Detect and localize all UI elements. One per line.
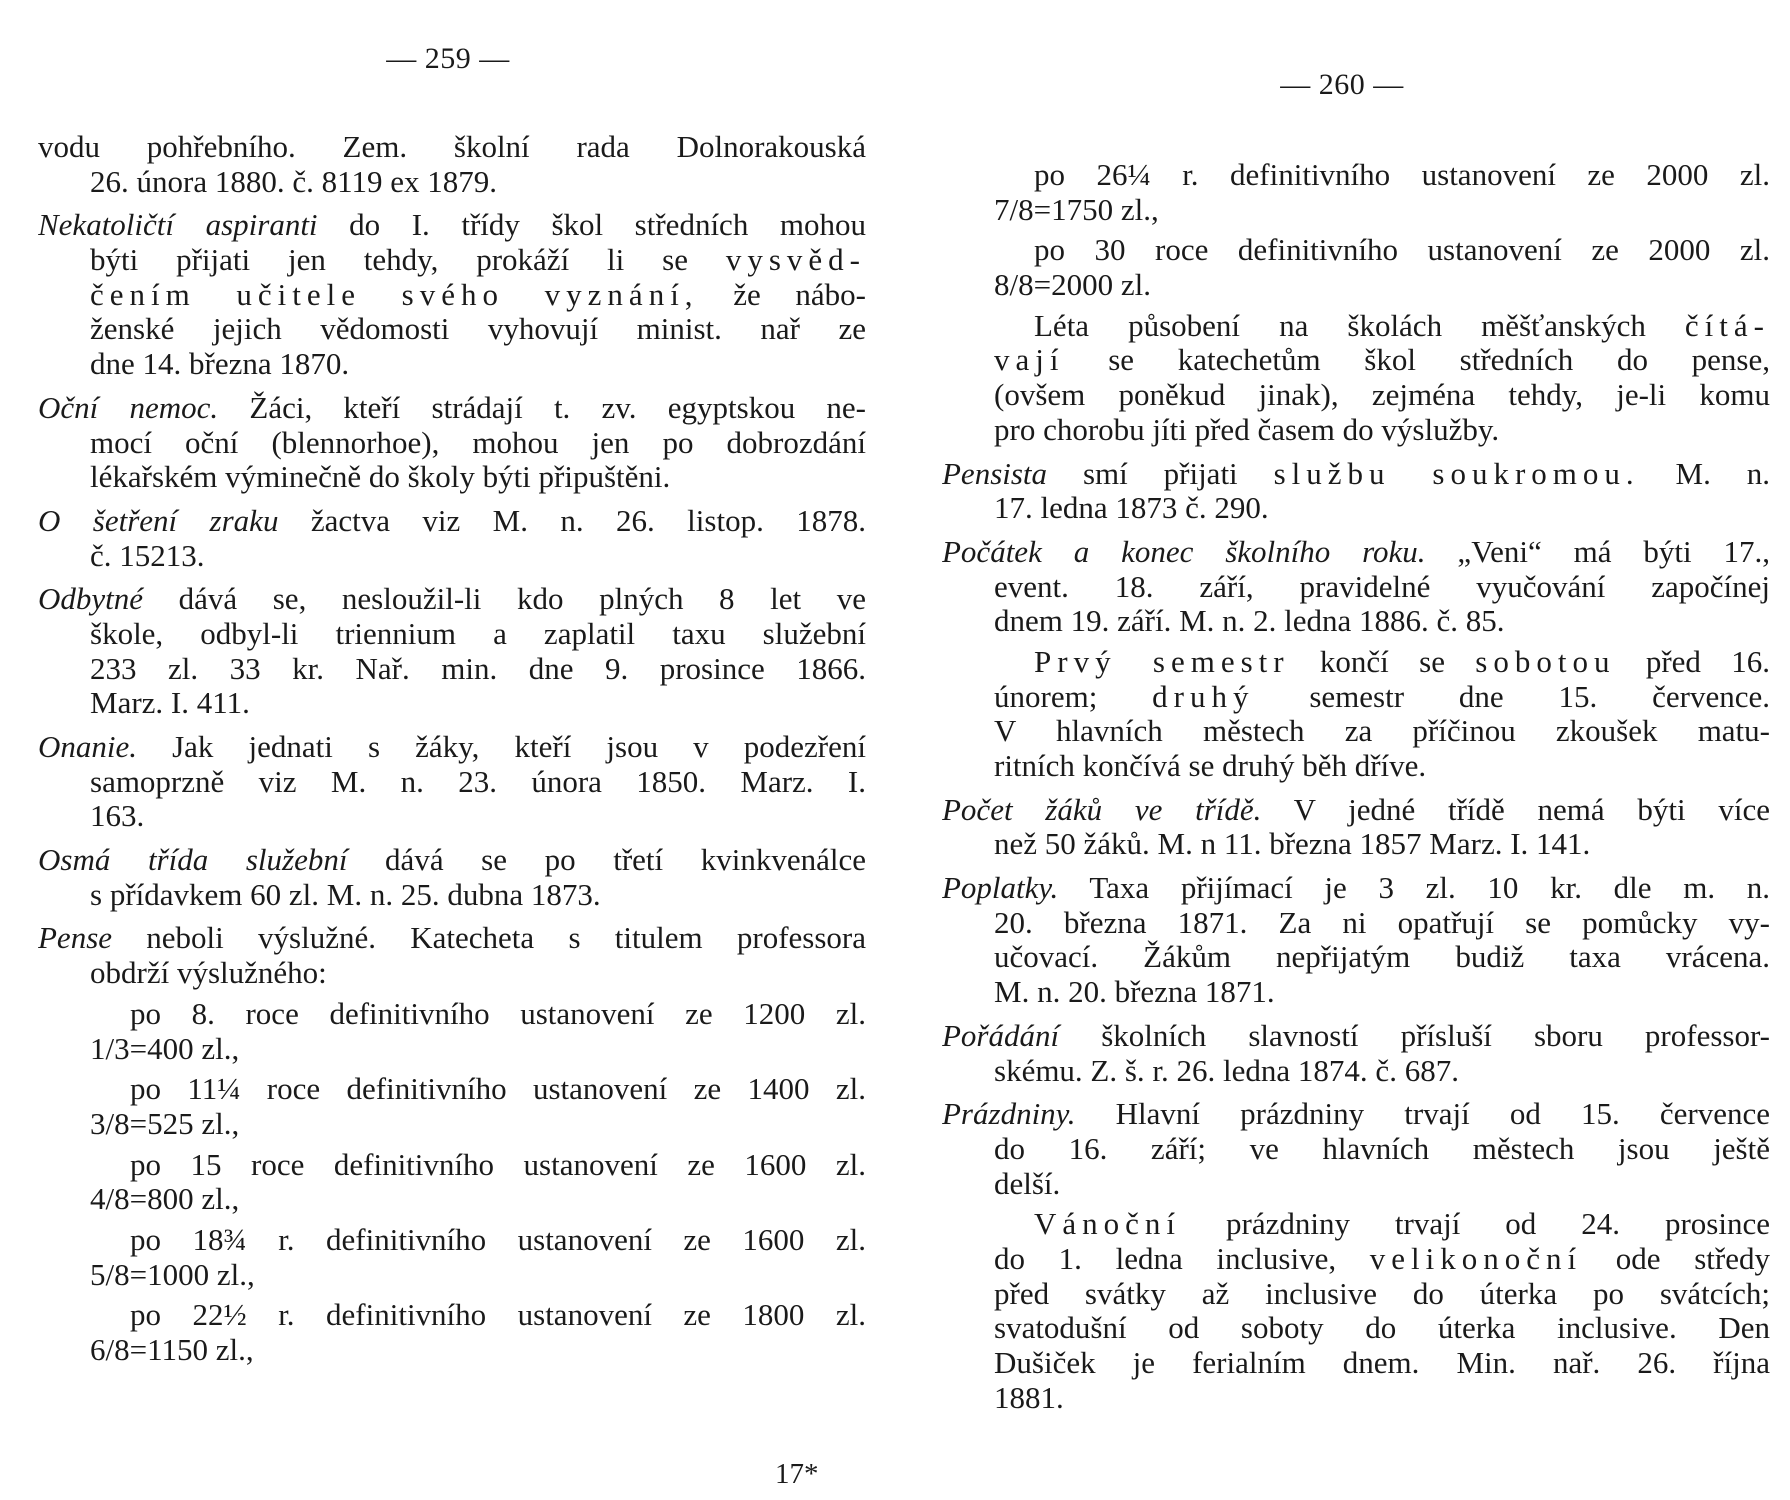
- pension-amount: 1/3=400 zl.,: [90, 1031, 240, 1066]
- text-line: vodu pohřebního. Zem. školní rada Dolnorakouská: [38, 130, 866, 164]
- text-line: Prvý semestr končí se sobotou před 16.: [1034, 644, 1770, 679]
- entry-heading: Oční nemoc.: [38, 390, 219, 425]
- text-line: pro chorobu jíti před časem do výslužby.: [994, 412, 1500, 447]
- entry-heading: Prázdniny.: [942, 1097, 1076, 1132]
- text-line: 26. února 1880. č. 8119 ex 1879.: [90, 164, 497, 199]
- entry-heading: Poplatky.: [942, 871, 1059, 906]
- text-line: 1881.: [994, 1380, 1064, 1415]
- pension-line: po 22½ r. definitivního ustanovení ze 1800 zl.: [130, 1298, 866, 1333]
- signature-mark: 17*: [775, 1458, 819, 1490]
- entry-pocet-zaku: Počet žáků ve třídě. V jedné třídě nemá býti více: [942, 792, 1770, 827]
- entry-heading-tail: do I. třídy škol středních mohou: [317, 208, 866, 243]
- text-line: 163.: [90, 799, 145, 834]
- text-line: 20. března 1871. Za ni opatřují se pomůcky vy-: [994, 905, 1770, 940]
- text-line: škole, odbyl-li triennium a zaplatil taxu služební: [90, 616, 866, 651]
- text-line: Léta působení na školách měšťanských čítá-: [1034, 308, 1770, 343]
- entry-pocatek: Počátek a konec školního roku. „Veni“ má býti 17.,: [942, 534, 1770, 569]
- entry-ocni-nemoc: Oční nemoc. Žáci, kteří strádají t. zv. egyptskou ne-: [38, 390, 866, 425]
- left-page-text: [38, 130, 866, 1368]
- text-line: ženské jejich vědomosti vyhovují minist. nař ze: [90, 312, 866, 347]
- entry-heading: O šetření zraku: [38, 503, 279, 538]
- text-line: Vánoční prázdniny trvají od 24. prosince: [1034, 1207, 1770, 1242]
- text-line: delší.: [994, 1166, 1061, 1201]
- text-line: Dušiček je ferialním dnem. Min. nař. 26. října: [994, 1346, 1770, 1380]
- entry-poplatky: Poplatky. Taxa přijímací je 3 zl. 10 kr. dle m. n.: [942, 871, 1770, 906]
- entry-heading: Počátek a konec školního roku.: [942, 534, 1426, 569]
- text-line: učovací. Žákům nepřijatým budiž taxa vrácena.: [994, 940, 1770, 975]
- pension-line: po 26¼ r. definitivního ustanovení ze 2000 zl.: [1034, 158, 1770, 192]
- text-line: vají se katechetům škol středních do pense,: [994, 343, 1770, 378]
- text-line: čením učitele svého vyznání, že nábo-: [90, 277, 866, 312]
- text-line: před svátky až inclusive do úterka po svátcích;: [994, 1276, 1770, 1311]
- pension-amount: 7/8=1750 zl.,: [994, 192, 1159, 227]
- entry-osma-trida: Osmá třída služební dává se po třetí kvinkvenálce: [38, 843, 866, 878]
- entry-odbytne: Odbytné dává se, nesloužil-li kdo plných 8 let ve: [38, 582, 866, 617]
- entry-heading: Pořádání: [942, 1018, 1060, 1053]
- entry-pensista: Pensista smí přijati službu soukromou. M. n.: [942, 456, 1770, 491]
- entry-heading: Osmá třída služební: [38, 843, 348, 878]
- entry-prazdniny: Prázdniny. Hlavní prázdniny trvají od 15. července: [942, 1097, 1770, 1132]
- text-line: M. n. 20. března 1871.: [994, 975, 1275, 1010]
- pension-line: po 15 roce definitivního ustanovení ze 1600 zl.: [130, 1147, 866, 1182]
- text-line: býti přijati jen tehdy, prokáží li se vysvěd-: [90, 243, 866, 278]
- text-line: (ovšem poněkud jinak), zejména tehdy, je-li komu: [994, 378, 1770, 413]
- text-line: než 50 žáků. M. n 11. března 1857 Marz. I. 141.: [994, 827, 1591, 862]
- entry-heading: Počet žáků ve třídě.: [942, 792, 1262, 827]
- text-line: s přídavkem 60 zl. M. n. 25. dubna 1873.: [90, 877, 601, 912]
- page-number-left: — 259 —: [386, 42, 510, 75]
- text-line: mocí oční (blennorhoe), mohou jen po dobrozdání: [90, 425, 866, 460]
- entry-heading: Pense: [38, 921, 113, 956]
- pension-amount: 5/8=1000 zl.,: [90, 1257, 255, 1292]
- text-line: do 16. září; ve hlavních městech jsou ještě: [994, 1131, 1770, 1166]
- text-line: 233 zl. 33 kr. Nař. min. dne 9. prosince 1866.: [90, 651, 866, 686]
- text-line: 17. ledna 1873 č. 290.: [994, 491, 1269, 526]
- entry-setreni-zraku: O šetření zraku žactva viz M. n. 26. listop. 1878.: [38, 503, 866, 538]
- page-number-right: — 260 —: [1280, 68, 1404, 101]
- pension-amount: 3/8=525 zl.,: [90, 1106, 240, 1141]
- pension-line: po 18¾ r. definitivního ustanovení ze 1600 zl.: [130, 1222, 866, 1257]
- text-line: skému. Z. š. r. 26. ledna 1874. č. 687.: [994, 1053, 1459, 1088]
- text-line: do 1. ledna inclusive, velikonoční ode středy: [994, 1241, 1770, 1276]
- pension-amount: 8/8=2000 zl.: [994, 268, 1151, 303]
- entry-heading: Pensista: [942, 456, 1048, 491]
- text-line: ritních končívá se druhý běh dříve.: [994, 749, 1427, 783]
- text-line: únorem; druhý semestr dne 15. července.: [994, 679, 1770, 714]
- entry-heading: Onanie.: [38, 730, 138, 764]
- text-line: dne 14. března 1870.: [90, 347, 350, 382]
- text-line: č. 15213.: [90, 538, 205, 573]
- text-line: event. 18. září, pravidelné vyučování započínej: [994, 569, 1770, 604]
- entry-heading: Nekatoličtí aspiranti: [38, 208, 318, 243]
- text-line: V hlavních městech za příčinou zkoušek matu-: [994, 714, 1770, 749]
- pension-line: po 8. roce definitivního ustanovení ze 1200 zl.: [130, 996, 866, 1031]
- entry-heading: Odbytné: [38, 582, 144, 617]
- text-line: lékařském výminečně do školy býti připuštěni.: [90, 460, 671, 495]
- text-line: svatodušní od soboty do úterka inclusive. Den: [994, 1311, 1770, 1346]
- entry-pense: Pense neboli výslužné. Katecheta s titulem professora: [38, 921, 866, 956]
- text-line: obdrží výslužného:: [90, 956, 327, 991]
- entry-nekatolicti: [38, 208, 866, 243]
- text-line: dnem 19. září. M. n. 2. ledna 1886. č. 85.: [994, 604, 1505, 639]
- pension-amount: 4/8=800 zl.,: [90, 1182, 240, 1217]
- pension-amount: 6/8=1150 zl.,: [90, 1333, 254, 1367]
- right-page-text: [942, 158, 1770, 1415]
- entry-onanie: Onanie. Jak jednati s žáky, kteří jsou v podezření: [38, 730, 866, 764]
- text-line: Marz. I. 411.: [90, 686, 250, 721]
- entry-poradani: Pořádání školních slavností přísluší sboru professor-: [942, 1018, 1770, 1053]
- text-line: samoprzně viz M. n. 23. února 1850. Marz. I.: [90, 764, 866, 799]
- pension-line: po 30 roce definitivního ustanovení ze 2000 zl.: [1034, 233, 1770, 268]
- pension-line: po 11¼ roce definitivního ustanovení ze 1400 zl.: [130, 1072, 866, 1107]
